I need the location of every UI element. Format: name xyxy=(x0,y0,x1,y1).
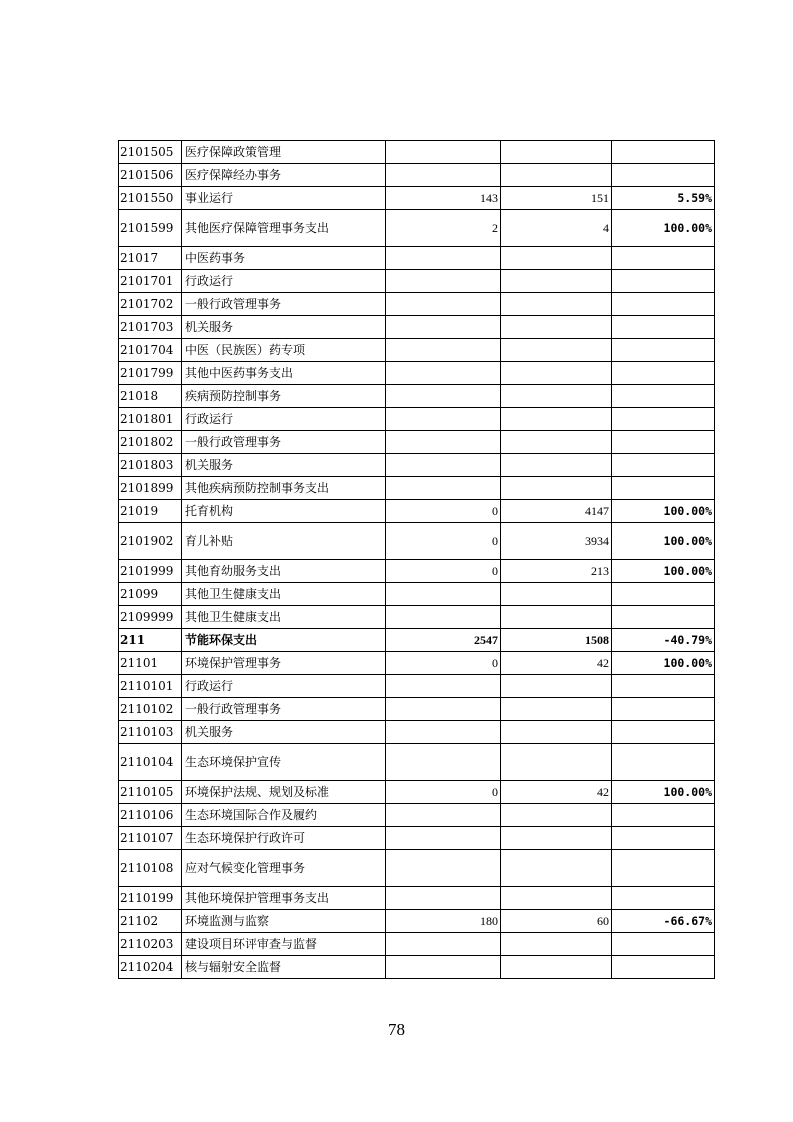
prior-year-value-cell xyxy=(386,270,501,293)
table-row xyxy=(119,164,715,187)
change-rate-cell xyxy=(612,850,715,887)
change-rate-cell xyxy=(612,454,715,477)
item-name-cell: 一般行政管理事务 xyxy=(182,293,386,316)
item-code-cell: 21101 xyxy=(119,652,182,675)
current-year-value-cell xyxy=(501,675,612,698)
item-name-cell: 环境保护管理事务 xyxy=(182,652,386,675)
item-code-cell: 2101506 xyxy=(119,164,182,187)
current-year-value-cell xyxy=(501,454,612,477)
table-row xyxy=(119,385,715,408)
table-row xyxy=(119,744,715,781)
item-name-cell: 核与辐射安全监督 xyxy=(182,956,386,979)
item-code-cell: 2110108 xyxy=(119,850,182,887)
page-number: 78 xyxy=(388,1020,405,1039)
prior-year-value-cell xyxy=(386,431,501,454)
change-rate-cell: -66.67% xyxy=(612,910,715,933)
change-rate-cell xyxy=(612,827,715,850)
item-code-cell: 2110204 xyxy=(119,956,182,979)
current-year-value-cell: 1508 xyxy=(501,629,612,652)
item-code-cell: 2101801 xyxy=(119,408,182,431)
item-name-cell: 机关服务 xyxy=(182,316,386,339)
table-row xyxy=(119,933,715,956)
change-rate-cell xyxy=(612,675,715,698)
prior-year-value-cell xyxy=(386,933,501,956)
table-row xyxy=(119,293,715,316)
change-rate-cell: 100.00% xyxy=(612,560,715,583)
budget-table xyxy=(118,140,715,979)
item-code-cell: 2101899 xyxy=(119,477,182,500)
table-row xyxy=(119,270,715,293)
item-name-cell: 一般行政管理事务 xyxy=(182,431,386,454)
change-rate-cell xyxy=(612,431,715,454)
item-code-cell: 2101902 xyxy=(119,523,182,560)
change-rate-cell xyxy=(612,316,715,339)
item-code-cell: 2101704 xyxy=(119,339,182,362)
item-name-cell: 环境保护法规、规划及标准 xyxy=(182,781,386,804)
table-row xyxy=(119,141,715,164)
item-name-cell: 医疗保障经办事务 xyxy=(182,164,386,187)
current-year-value-cell xyxy=(501,583,612,606)
table-row xyxy=(119,431,715,454)
current-year-value-cell xyxy=(501,339,612,362)
item-code-cell: 2110203 xyxy=(119,933,182,956)
item-code-cell: 21017 xyxy=(119,247,182,270)
table-row xyxy=(119,675,715,698)
table-row xyxy=(119,187,715,210)
item-name-cell: 事业运行 xyxy=(182,187,386,210)
item-name-cell: 其他疾病预防控制事务支出 xyxy=(182,477,386,500)
change-rate-cell xyxy=(612,744,715,781)
table-row xyxy=(119,629,715,652)
change-rate-cell xyxy=(612,477,715,500)
table-row xyxy=(119,247,715,270)
item-name-cell: 其他环境保护管理事务支出 xyxy=(182,887,386,910)
table-row xyxy=(119,698,715,721)
prior-year-value-cell xyxy=(386,164,501,187)
current-year-value-cell: 4 xyxy=(501,210,612,247)
item-code-cell: 2110101 xyxy=(119,675,182,698)
item-code-cell: 2110199 xyxy=(119,887,182,910)
item-code-cell: 2101999 xyxy=(119,560,182,583)
prior-year-value-cell xyxy=(386,887,501,910)
item-name-cell: 医疗保障政策管理 xyxy=(182,141,386,164)
table-row xyxy=(119,339,715,362)
table-row xyxy=(119,583,715,606)
item-code-cell: 2101550 xyxy=(119,187,182,210)
prior-year-value-cell: 180 xyxy=(386,910,501,933)
item-name-cell: 环境监测与监察 xyxy=(182,910,386,933)
item-code-cell: 2101505 xyxy=(119,141,182,164)
change-rate-cell xyxy=(612,385,715,408)
item-name-cell: 生态环境保护宣传 xyxy=(182,744,386,781)
change-rate-cell xyxy=(612,956,715,979)
item-code-cell: 2109999 xyxy=(119,606,182,629)
item-code-cell: 2110106 xyxy=(119,804,182,827)
item-name-cell: 机关服务 xyxy=(182,454,386,477)
item-name-cell: 中医药事务 xyxy=(182,247,386,270)
prior-year-value-cell xyxy=(386,606,501,629)
item-name-cell: 其他卫生健康支出 xyxy=(182,583,386,606)
prior-year-value-cell xyxy=(386,385,501,408)
change-rate-cell xyxy=(612,721,715,744)
table-row xyxy=(119,408,715,431)
table-row xyxy=(119,956,715,979)
table-row xyxy=(119,804,715,827)
item-name-cell: 其他育幼服务支出 xyxy=(182,560,386,583)
change-rate-cell xyxy=(612,408,715,431)
prior-year-value-cell: 0 xyxy=(386,523,501,560)
table-row xyxy=(119,500,715,523)
current-year-value-cell: 42 xyxy=(501,781,612,804)
change-rate-cell xyxy=(612,339,715,362)
prior-year-value-cell: 143 xyxy=(386,187,501,210)
table-row xyxy=(119,454,715,477)
prior-year-value-cell xyxy=(386,804,501,827)
table-row xyxy=(119,827,715,850)
table-row xyxy=(119,477,715,500)
item-code-cell: 2101701 xyxy=(119,270,182,293)
change-rate-cell xyxy=(612,247,715,270)
current-year-value-cell: 151 xyxy=(501,187,612,210)
current-year-value-cell xyxy=(501,721,612,744)
prior-year-value-cell xyxy=(386,293,501,316)
prior-year-value-cell xyxy=(386,141,501,164)
prior-year-value-cell: 0 xyxy=(386,500,501,523)
item-name-cell: 行政运行 xyxy=(182,270,386,293)
item-code-cell: 2110103 xyxy=(119,721,182,744)
change-rate-cell xyxy=(612,804,715,827)
table-row xyxy=(119,910,715,933)
current-year-value-cell xyxy=(501,270,612,293)
prior-year-value-cell xyxy=(386,583,501,606)
item-code-cell: 21019 xyxy=(119,500,182,523)
table-row xyxy=(119,210,715,247)
change-rate-cell xyxy=(612,141,715,164)
item-code-cell: 2101803 xyxy=(119,454,182,477)
current-year-value-cell xyxy=(501,744,612,781)
prior-year-value-cell: 0 xyxy=(386,560,501,583)
item-name-cell: 其他中医药事务支出 xyxy=(182,362,386,385)
change-rate-cell xyxy=(612,933,715,956)
table-row xyxy=(119,721,715,744)
item-name-cell: 疾病预防控制事务 xyxy=(182,385,386,408)
item-code-cell: 2101799 xyxy=(119,362,182,385)
current-year-value-cell xyxy=(501,362,612,385)
item-name-cell: 其他卫生健康支出 xyxy=(182,606,386,629)
table-row xyxy=(119,560,715,583)
prior-year-value-cell xyxy=(386,698,501,721)
current-year-value-cell xyxy=(501,431,612,454)
current-year-value-cell: 3934 xyxy=(501,523,612,560)
change-rate-cell xyxy=(612,698,715,721)
item-code-cell: 21099 xyxy=(119,583,182,606)
item-code-cell: 2110107 xyxy=(119,827,182,850)
change-rate-cell xyxy=(612,270,715,293)
change-rate-cell: 100.00% xyxy=(612,500,715,523)
item-name-cell: 育儿补贴 xyxy=(182,523,386,560)
change-rate-cell xyxy=(612,583,715,606)
item-name-cell: 机关服务 xyxy=(182,721,386,744)
item-name-cell: 行政运行 xyxy=(182,408,386,431)
prior-year-value-cell: 2 xyxy=(386,210,501,247)
item-name-cell: 其他医疗保障管理事务支出 xyxy=(182,210,386,247)
current-year-value-cell xyxy=(501,385,612,408)
change-rate-cell xyxy=(612,293,715,316)
current-year-value-cell xyxy=(501,141,612,164)
change-rate-cell xyxy=(612,887,715,910)
current-year-value-cell: 42 xyxy=(501,652,612,675)
current-year-value-cell xyxy=(501,698,612,721)
current-year-value-cell xyxy=(501,804,612,827)
change-rate-cell xyxy=(612,606,715,629)
current-year-value-cell xyxy=(501,316,612,339)
current-year-value-cell xyxy=(501,408,612,431)
change-rate-cell: 100.00% xyxy=(612,210,715,247)
prior-year-value-cell xyxy=(386,477,501,500)
prior-year-value-cell: 0 xyxy=(386,781,501,804)
item-name-cell: 中医（民族医）药专项 xyxy=(182,339,386,362)
current-year-value-cell xyxy=(501,887,612,910)
prior-year-value-cell: 0 xyxy=(386,652,501,675)
item-name-cell: 生态环境国际合作及履约 xyxy=(182,804,386,827)
prior-year-value-cell xyxy=(386,339,501,362)
item-name-cell: 节能环保支出 xyxy=(182,629,386,652)
prior-year-value-cell xyxy=(386,675,501,698)
item-code-cell: 2110105 xyxy=(119,781,182,804)
item-name-cell: 建设项目环评审查与监督 xyxy=(182,933,386,956)
current-year-value-cell xyxy=(501,164,612,187)
change-rate-cell xyxy=(612,362,715,385)
change-rate-cell: 5.59% xyxy=(612,187,715,210)
change-rate-cell: 100.00% xyxy=(612,523,715,560)
current-year-value-cell xyxy=(501,293,612,316)
prior-year-value-cell xyxy=(386,362,501,385)
item-code-cell: 21018 xyxy=(119,385,182,408)
change-rate-cell: -40.79% xyxy=(612,629,715,652)
change-rate-cell: 100.00% xyxy=(612,652,715,675)
table-row xyxy=(119,316,715,339)
item-code-cell: 2101702 xyxy=(119,293,182,316)
item-code-cell: 211 xyxy=(119,629,182,652)
prior-year-value-cell xyxy=(386,744,501,781)
item-name-cell: 托育机构 xyxy=(182,500,386,523)
current-year-value-cell: 60 xyxy=(501,910,612,933)
prior-year-value-cell xyxy=(386,850,501,887)
current-year-value-cell xyxy=(501,850,612,887)
table-row xyxy=(119,887,715,910)
item-name-cell: 一般行政管理事务 xyxy=(182,698,386,721)
current-year-value-cell xyxy=(501,606,612,629)
current-year-value-cell xyxy=(501,956,612,979)
item-code-cell: 2101703 xyxy=(119,316,182,339)
table-row xyxy=(119,362,715,385)
item-code-cell: 21102 xyxy=(119,910,182,933)
current-year-value-cell xyxy=(501,247,612,270)
item-code-cell: 2101599 xyxy=(119,210,182,247)
table-row xyxy=(119,781,715,804)
change-rate-cell xyxy=(612,164,715,187)
item-name-cell: 生态环境保护行政许可 xyxy=(182,827,386,850)
current-year-value-cell xyxy=(501,933,612,956)
prior-year-value-cell: 2547 xyxy=(386,629,501,652)
prior-year-value-cell xyxy=(386,956,501,979)
current-year-value-cell xyxy=(501,827,612,850)
prior-year-value-cell xyxy=(386,454,501,477)
item-code-cell: 2110104 xyxy=(119,744,182,781)
prior-year-value-cell xyxy=(386,827,501,850)
item-name-cell: 应对气候变化管理事务 xyxy=(182,850,386,887)
change-rate-cell: 100.00% xyxy=(612,781,715,804)
table-row xyxy=(119,652,715,675)
item-code-cell: 2101802 xyxy=(119,431,182,454)
current-year-value-cell xyxy=(501,477,612,500)
item-name-cell: 行政运行 xyxy=(182,675,386,698)
prior-year-value-cell xyxy=(386,721,501,744)
current-year-value-cell: 4147 xyxy=(501,500,612,523)
table-row xyxy=(119,523,715,560)
prior-year-value-cell xyxy=(386,316,501,339)
item-code-cell: 2110102 xyxy=(119,698,182,721)
prior-year-value-cell xyxy=(386,408,501,431)
current-year-value-cell: 213 xyxy=(501,560,612,583)
table-body xyxy=(119,141,715,979)
table-row xyxy=(119,606,715,629)
table-row xyxy=(119,850,715,887)
prior-year-value-cell xyxy=(386,247,501,270)
